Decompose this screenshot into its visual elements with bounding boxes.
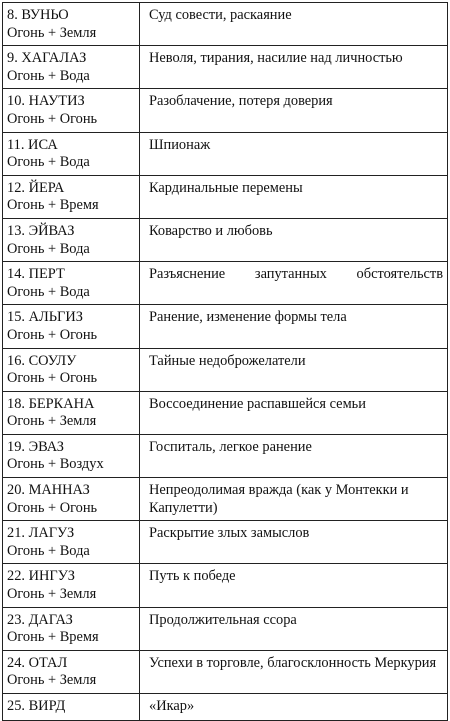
rune-meaning: Непреодолимая вражда (как у Монтекки и Капулетти): [149, 482, 409, 516]
meaning-cell: [140, 46, 448, 89]
meaning-cell: [140, 262, 448, 305]
rune-elements: Огонь + Земля: [7, 24, 97, 41]
meaning-cell: [140, 175, 448, 218]
table-row: [3, 607, 448, 650]
meaning-cell: [140, 305, 448, 348]
rune-name: 23. ДАГАЗ: [7, 611, 73, 628]
rune-name: 9. ХАГАЛАЗ: [7, 50, 87, 67]
rune-meaning: Разоблачение, потеря доверия: [149, 93, 333, 110]
rune-elements: Огонь + Огонь: [7, 110, 98, 127]
rune-cell: [3, 564, 140, 607]
rune-meaning: Путь к победе: [149, 568, 236, 585]
rune-meaning: Успехи в торговле, благосклонность Меркурия: [149, 654, 437, 671]
table-row: [3, 694, 448, 721]
rune-meaning: Ранение, изменение формы тела: [149, 309, 347, 326]
rune-cell: [3, 478, 140, 521]
rune-elements: Огонь + Воздух: [7, 456, 104, 473]
rune-elements: Огонь + Вода: [7, 67, 90, 84]
rune-elements: Огонь + Огонь: [7, 326, 98, 343]
rune-name: 15. АЛЬГИЗ: [7, 309, 83, 326]
rune-elements: Огонь + Время: [7, 629, 99, 646]
meaning-cell: [140, 132, 448, 175]
rune-elements: Огонь + Огонь: [7, 499, 98, 516]
rune-elements: Огонь + Земля: [7, 413, 97, 430]
rune-cell: [3, 46, 140, 89]
meaning-cell: [140, 3, 448, 46]
rune-cell: [3, 391, 140, 434]
table-row: [3, 3, 448, 46]
rune-name: 18. БЕРКАНА: [7, 395, 95, 412]
rune-name: 24. ОТАЛ: [7, 654, 68, 671]
rune-name: 13. ЭЙВАЗ: [7, 222, 75, 239]
table-row: [3, 305, 448, 348]
rune-meaning: Разъяснение запутанных обстоятельств: [149, 266, 443, 283]
rune-name: 22. ИНГУЗ: [7, 568, 75, 585]
rune-meaning: Раскрытие злых замыслов: [149, 525, 310, 542]
rune-meaning: Воссоединение распавшейся семьи: [149, 395, 366, 412]
rune-cell: [3, 262, 140, 305]
meaning-cell: [140, 650, 448, 693]
rune-cell: [3, 132, 140, 175]
table-row: [3, 218, 448, 261]
rune-name: 16. СОУЛУ: [7, 352, 77, 369]
rune-cell: [3, 89, 140, 132]
rune-elements: Огонь + Вода: [7, 283, 90, 300]
rune-cell: [3, 694, 140, 721]
rune-cell: [3, 434, 140, 477]
rune-cell: [3, 218, 140, 261]
table-row: [3, 650, 448, 693]
rune-cell: [3, 607, 140, 650]
rune-cell: [3, 650, 140, 693]
meaning-cell: [140, 348, 448, 391]
rune-elements: Огонь + Земля: [7, 672, 97, 689]
rune-meaning: Шпионаж: [149, 136, 211, 153]
rune-cell: [3, 3, 140, 46]
rune-meaning: Кардинальные перемены: [149, 179, 303, 196]
table-row: [3, 89, 448, 132]
rune-meaning: Госпиталь, легкое ранение: [149, 438, 312, 455]
rune-name: 8. ВУНЬО: [7, 7, 69, 23]
rune-elements: Огонь + Земля: [7, 586, 97, 603]
rune-name: 11. ИСА: [7, 136, 58, 153]
rune-elements: Огонь + Время: [7, 197, 99, 214]
table-row: [3, 434, 448, 477]
rune-cell: [3, 521, 140, 564]
rune-name: 21. ЛАГУЗ: [7, 525, 75, 542]
rune-meaning: Тайные недоброжелатели: [149, 352, 306, 369]
meaning-cell: [140, 434, 448, 477]
table-row: [3, 175, 448, 218]
rune-cell: [3, 348, 140, 391]
rune-cell: [3, 175, 140, 218]
meaning-cell: [140, 521, 448, 564]
table-row: [3, 46, 448, 89]
rune-meaning: Продолжительная ссора: [149, 611, 297, 628]
rune-name: 19. ЭВАЗ: [7, 438, 65, 455]
meaning-cell: [140, 607, 448, 650]
table-row: [3, 262, 448, 305]
rune-elements: Огонь + Вода: [7, 240, 90, 257]
table-row: [3, 521, 448, 564]
rune-meaning: «Икар»: [149, 698, 195, 714]
table-row: [3, 132, 448, 175]
rune-meaning: Неволя, тирания, насилие над личностью: [149, 50, 403, 67]
table-row: [3, 348, 448, 391]
rune-name: 14. ПЕРТ: [7, 266, 65, 283]
meaning-cell: [140, 564, 448, 607]
meaning-cell: [140, 218, 448, 261]
rune-elements: Огонь + Вода: [7, 542, 90, 559]
rune-meaning: Коварство и любовь: [149, 222, 273, 239]
table-row: [3, 478, 448, 521]
runes-table: [2, 2, 448, 721]
meaning-cell: [140, 694, 448, 721]
meaning-cell: [140, 89, 448, 132]
table-row: [3, 564, 448, 607]
rune-name: 12. ЙЕРА: [7, 179, 65, 196]
rune-meaning: Суд совести, раскаяние: [149, 7, 292, 23]
rune-name: 20. МАННАЗ: [7, 482, 90, 499]
rune-name: 25. ВИРД: [7, 698, 66, 714]
rune-name: 10. НАУТИЗ: [7, 93, 85, 110]
rune-elements: Огонь + Вода: [7, 154, 90, 171]
meaning-cell: [140, 478, 448, 521]
rune-elements: Огонь + Огонь: [7, 370, 98, 387]
meaning-cell: [140, 391, 448, 434]
table-row: [3, 391, 448, 434]
rune-cell: [3, 305, 140, 348]
